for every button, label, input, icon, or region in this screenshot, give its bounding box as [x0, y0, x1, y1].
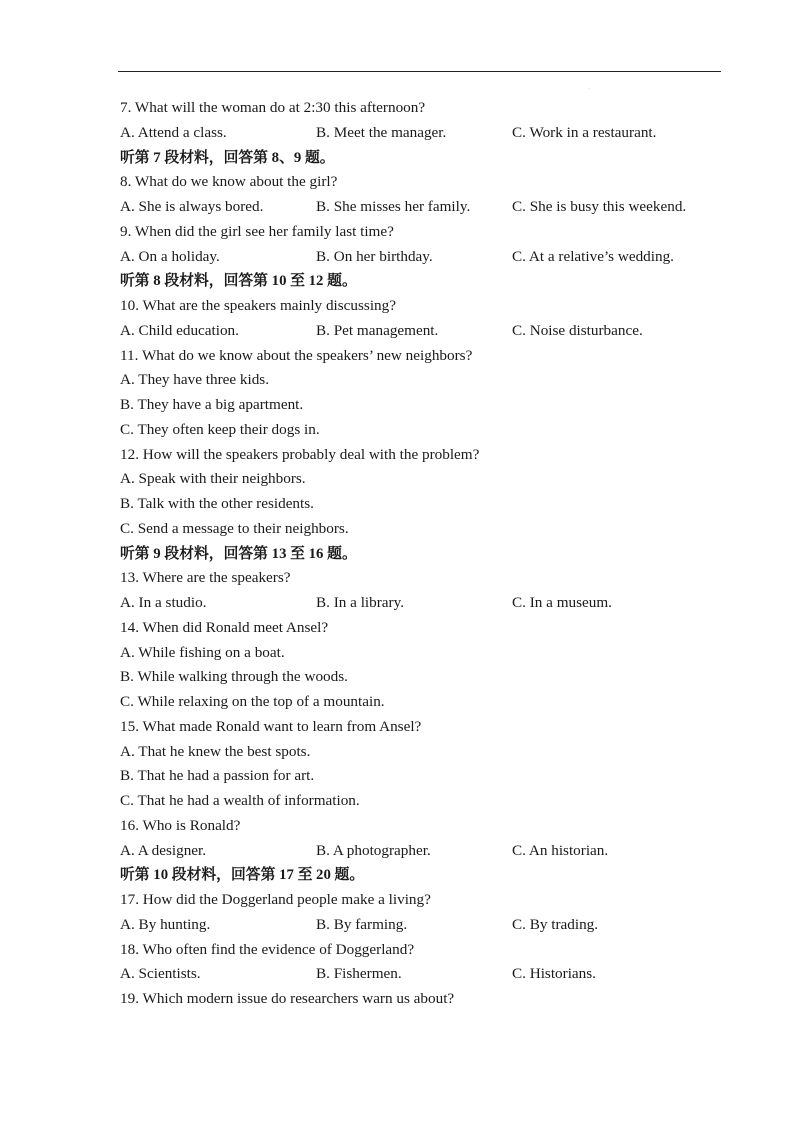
- option-b: B. A photographer.: [316, 841, 431, 859]
- option-c: C. In a museum.: [512, 594, 612, 611]
- answer-options: [120, 121, 720, 146]
- option-a: A. By hunting.: [120, 915, 211, 933]
- question-line: A. That he knew the best spots.: [120, 742, 311, 760]
- option-a: A. On a holiday.: [120, 247, 220, 265]
- scan-mark: ·: [588, 86, 590, 92]
- option-c: C. She is busy this weekend.: [512, 198, 687, 215]
- answer-options: [120, 319, 720, 344]
- option-c: C. An historian.: [512, 841, 609, 859]
- option-a: A. Child education.: [120, 321, 239, 339]
- header-rule: [118, 71, 721, 72]
- question-line: 9. When did the girl see her family last time?: [120, 222, 394, 240]
- section-heading: 听第 8 段材料，回答第 10 至 12 题。: [120, 273, 357, 290]
- question-line: 12. How will the speakers probably deal with the problem?: [120, 445, 480, 463]
- question-line: 19. Which modern issue do researchers warn us about?: [120, 990, 455, 1007]
- section-heading: 听第 7 段材料，回答第 8、9 题。: [120, 149, 335, 166]
- option-c: C. At a relative’s wedding.: [512, 247, 674, 265]
- option-b: B. On her birthday.: [316, 247, 433, 265]
- question-line: A. While fishing on a boat.: [120, 643, 285, 661]
- exam-content: [120, 96, 720, 1012]
- option-b: B. By farming.: [316, 915, 408, 933]
- option-b: B. She misses her family.: [316, 198, 471, 215]
- question-line: C. Send a message to their neighbors.: [120, 519, 349, 537]
- question-line: 14. When did Ronald meet Ansel?: [120, 618, 329, 636]
- answer-options: [120, 591, 720, 616]
- question-line: 10. What are the speakers mainly discussing?: [120, 297, 396, 314]
- question-line: 17. How did the Doggerland people make a living?: [120, 891, 431, 908]
- question-line: B. That he had a passion for art.: [120, 767, 315, 785]
- question-line: 7. What will the woman do at 2:30 this afternoon?: [120, 99, 426, 116]
- answer-options: [120, 245, 720, 270]
- question-line: 13. Where are the speakers?: [120, 569, 291, 587]
- answer-options: [120, 839, 720, 864]
- answer-options: [120, 962, 720, 987]
- question-line: B. While walking through the woods.: [120, 668, 348, 686]
- question-line: B. They have a big apartment.: [120, 396, 304, 413]
- answer-options: [120, 913, 720, 938]
- option-b: B. Meet the manager.: [316, 123, 447, 141]
- question-line: 18. Who often find the evidence of Doggerland?: [120, 940, 415, 958]
- option-a: A. She is always bored.: [120, 198, 264, 215]
- option-a: A. Scientists.: [120, 965, 201, 983]
- option-a: A. A designer.: [120, 841, 207, 859]
- question-line: A. They have three kids.: [120, 371, 270, 389]
- section-heading: 听第 10 段材料，回答第 17 至 20 题。: [120, 867, 365, 884]
- option-b: B. Pet management.: [316, 321, 439, 339]
- section-heading: 听第 9 段材料，回答第 13 至 16 题。: [120, 545, 357, 562]
- question-line: 16. Who is Ronald?: [120, 816, 241, 834]
- option-c: C. By trading.: [512, 915, 599, 933]
- option-a: A. Attend a class.: [120, 123, 227, 141]
- question-line: C. While relaxing on the top of a mountain.: [120, 693, 385, 710]
- question-line: C. That he had a wealth of information.: [120, 792, 360, 809]
- question-line: C. They often keep their dogs in.: [120, 420, 320, 438]
- option-a: A. In a studio.: [120, 594, 207, 611]
- question-line: A. Speak with their neighbors.: [120, 470, 306, 488]
- question-line: B. Talk with the other residents.: [120, 495, 314, 512]
- question-line: 11. What do we know about the speakers’ new neighbors?: [120, 346, 473, 364]
- option-c: C. Historians.: [512, 965, 596, 983]
- option-c: C. Noise disturbance.: [512, 321, 643, 339]
- option-b: B. Fishermen.: [316, 965, 402, 983]
- option-c: C. Work in a restaurant.: [512, 123, 657, 141]
- question-line: 15. What made Ronald want to learn from Ansel?: [120, 717, 422, 735]
- question-line: 8. What do we know about the girl?: [120, 173, 338, 191]
- option-b: B. In a library.: [316, 594, 405, 611]
- answer-options: [120, 195, 720, 220]
